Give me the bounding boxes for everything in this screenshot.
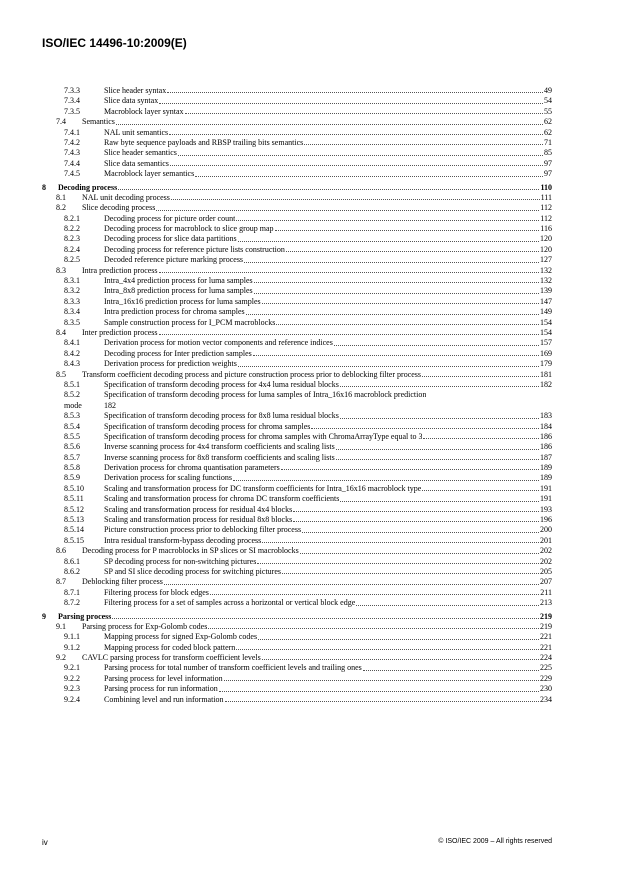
dot-leader: [311, 428, 539, 429]
toc-entry-number: 8.3.3: [64, 296, 80, 306]
toc-entry[interactable]: [42, 632, 552, 642]
toc-entry-number: 8.5.3: [64, 411, 80, 421]
toc-entry-title: Slice data semantics: [104, 158, 169, 168]
toc-entry-page: 120: [540, 234, 552, 244]
toc-entry-title: Intra_4x4 prediction process for luma samples: [104, 276, 253, 286]
page-number: iv: [42, 838, 48, 847]
toc-entry-title: Combining level and run information: [104, 694, 224, 704]
toc-entry-number: 8.2: [56, 203, 66, 213]
toc-entry[interactable]: [42, 214, 552, 224]
toc-entry-title: Decoding process: [58, 182, 118, 192]
toc-entry-page: 189: [540, 473, 552, 483]
toc-entry[interactable]: [42, 86, 552, 96]
toc-entry-number: 7.3.4: [64, 96, 80, 106]
toc-entry-number: 8.5.12: [64, 504, 84, 514]
dot-leader: [340, 418, 539, 419]
toc-entry-title: Specification of transform decoding process for chroma samples with ChromaArrayType equal to 3: [104, 431, 423, 441]
toc-entry-number: 9.2.2: [64, 673, 80, 683]
toc-entry[interactable]: [42, 370, 552, 380]
toc-entry-title: Scaling and transformation process for residual 4x4 blocks: [104, 504, 293, 514]
toc-entry-title: Slice header semantics: [104, 148, 177, 158]
toc-entry[interactable]: [42, 567, 552, 577]
toc-entry-page: 186: [540, 442, 552, 452]
toc-entry[interactable]: [42, 422, 552, 432]
toc-entry[interactable]: [42, 359, 552, 369]
toc-entry-number: 8.4.1: [64, 338, 80, 348]
toc-entry[interactable]: [42, 663, 552, 673]
toc-entry[interactable]: [42, 390, 552, 411]
toc-entry[interactable]: [42, 234, 552, 244]
toc-entry-number: 8.7.1: [64, 587, 80, 597]
dot-leader: [423, 438, 539, 439]
toc-entry[interactable]: [42, 148, 552, 158]
toc-entry-page: 187: [540, 452, 552, 462]
toc-entry[interactable]: [42, 169, 552, 179]
dot-leader: [156, 210, 539, 211]
toc-entry-number: 8.5.7: [64, 452, 80, 462]
toc-entry-page: 71: [544, 137, 552, 147]
toc-entry-number: 8.5.10: [64, 483, 84, 493]
dot-leader: [282, 573, 539, 574]
toc-entry-page: 97: [544, 169, 552, 179]
toc-entry-title: Derivation process for prediction weights: [104, 359, 237, 369]
toc-entry-number: 8.4.2: [64, 348, 80, 358]
dot-leader: [208, 628, 539, 629]
toc-entry-number: 8.5.9: [64, 473, 80, 483]
dot-leader: [224, 680, 539, 681]
toc-entry-title: Specification of transform decoding process for 8x8 luma residual blocks: [104, 411, 339, 421]
toc-entry-title: Inverse scanning process for 8x8 transform coefficients and scaling lists: [104, 452, 335, 462]
toc-entry-page: 200: [540, 525, 552, 535]
toc-entry-page: 193: [540, 504, 552, 514]
toc-entry-title: Intra_16x16 prediction process for luma samples: [104, 296, 261, 306]
toc-entry-number: 9.1.1: [64, 632, 80, 642]
dot-leader: [293, 521, 539, 522]
toc-entry-page: 184: [540, 421, 552, 431]
dot-leader: [210, 594, 539, 595]
toc-entry-title: Intra residual transform-bypass decoding process: [104, 535, 262, 545]
dot-leader: [340, 501, 539, 502]
toc-entry[interactable]: [42, 224, 552, 234]
toc-entry[interactable]: [42, 328, 552, 338]
toc-entry-title: Slice data syntax: [104, 96, 159, 106]
toc-entry[interactable]: [42, 380, 552, 390]
toc-entry-title: Slice header syntax: [104, 86, 167, 95]
toc-entry-number: 8.7: [56, 577, 66, 587]
dot-leader: [246, 314, 539, 315]
toc-entry[interactable]: [42, 96, 552, 106]
toc-entry-page: 97: [544, 158, 552, 168]
toc-entry-page: 169: [540, 348, 552, 358]
toc-entry-number: 7.3.5: [64, 106, 80, 116]
toc-entry-number: 8.3.5: [64, 317, 80, 327]
toc-entry-title: Raw byte sequence payloads and RBSP trailing bits semantics: [104, 137, 304, 147]
dot-leader: [159, 103, 543, 104]
dot-leader: [169, 134, 543, 135]
toc-entry[interactable]: [42, 505, 552, 515]
toc-entry[interactable]: [42, 432, 552, 442]
dot-leader: [340, 386, 539, 387]
toc-entry-title: Slice decoding process: [82, 203, 156, 213]
dot-leader: [254, 282, 539, 283]
toc-entry-page: 229: [540, 673, 552, 683]
toc-entry-page: 221: [540, 632, 552, 642]
dot-leader: [167, 92, 543, 93]
toc-entry-page: 127: [540, 255, 552, 265]
toc-entry-title: Mapping process for coded block pattern: [104, 642, 236, 652]
dot-leader: [254, 293, 539, 294]
toc-entry-page: 157: [540, 338, 552, 348]
toc-entry[interactable]: [42, 349, 552, 359]
dot-leader: [171, 199, 540, 200]
toc-entry-page: 49: [544, 86, 552, 95]
toc-entry-page: 132: [540, 265, 552, 275]
toc-entry-title: Parsing process: [58, 611, 112, 621]
toc-entry-page: 219: [540, 611, 552, 621]
toc-entry-number: 8.2.1: [64, 213, 80, 223]
toc-entry-number: 9.2.3: [64, 684, 80, 694]
toc-entry-page: 234: [540, 694, 552, 704]
toc-entry-title: NAL unit decoding process: [82, 192, 170, 202]
dot-leader: [356, 605, 539, 606]
dot-leader: [253, 355, 539, 356]
dot-leader: [286, 251, 539, 252]
toc-entry-page: 55: [544, 106, 552, 116]
toc-entry-number: 8.5.6: [64, 442, 80, 452]
toc-entry-page: 191: [540, 483, 552, 493]
toc-entry[interactable]: [42, 684, 552, 694]
toc-entry-title: Specification of transform decoding process for luma samples of Intra_16x16 macroblock prediction: [104, 390, 427, 400]
toc-entry-page: 183: [540, 411, 552, 421]
toc-entry-page: 225: [540, 663, 552, 673]
toc-entry-page: 147: [540, 296, 552, 306]
toc-entry-number: 9.2.1: [64, 663, 80, 673]
toc-entry-page: 191: [540, 494, 552, 504]
toc-entry-page: 181: [540, 369, 552, 379]
dot-leader: [112, 618, 539, 619]
toc-entry-number: 8.5.5: [64, 431, 80, 441]
toc-entry-title: Scaling and transformation process for DC transform coefficients for Intra_16x16 macroblock type: [104, 483, 422, 493]
toc-entry-title: Decoding process for macroblock to slice group map: [104, 224, 274, 234]
toc-entry[interactable]: [42, 318, 552, 328]
toc-entry-title: SP and SI slice decoding process for switching pictures: [104, 566, 282, 576]
toc-entry-page: 213: [540, 598, 552, 608]
toc-entry-title: Decoded reference picture marking process: [104, 255, 244, 265]
toc-entry[interactable]: [42, 138, 552, 148]
dot-leader: [336, 449, 539, 450]
toc-entry-number: 8.6: [56, 546, 66, 556]
toc-entry[interactable]: [42, 245, 552, 255]
toc-entry-number: 8.4: [56, 327, 66, 337]
dot-leader: [281, 469, 539, 470]
toc-entry-title: Decoding process for P macroblocks in SP slices or SI macroblocks: [82, 546, 299, 556]
toc-entry-title: Decoding process for Inter prediction samples: [104, 348, 252, 358]
toc-entry-number: 7.4.5: [64, 169, 80, 179]
dot-leader: [236, 649, 539, 650]
toc-entry-page: 85: [544, 148, 552, 158]
dot-leader: [116, 124, 543, 125]
dot-leader: [304, 144, 543, 145]
toc-entry-title: Inter prediction process: [82, 327, 158, 337]
toc-entry-number: 8.3.4: [64, 307, 80, 317]
dot-leader: [262, 659, 539, 660]
table-of-contents: [42, 86, 552, 705]
toc-entry-page: 182: [104, 400, 116, 410]
toc-entry-number: 9.1.2: [64, 642, 80, 652]
dot-leader: [363, 670, 539, 671]
toc-entry-title: Derivation process for motion vector components and reference indices: [104, 338, 333, 348]
toc-entry-title: Inverse scanning process for 4x4 transform coefficients and scaling lists: [104, 442, 335, 452]
toc-entry-page: 112: [540, 203, 552, 213]
toc-entry[interactable]: [42, 411, 552, 421]
toc-entry-title: Parsing process for total number of transform coefficient levels and trailing ones: [104, 663, 362, 673]
toc-entry-number: 7.4.4: [64, 158, 80, 168]
toc-entry-number: 7.4: [56, 117, 66, 127]
toc-entry[interactable]: [42, 453, 552, 463]
toc-entry-page: 211: [540, 587, 552, 597]
toc-entry-page: 154: [540, 317, 552, 327]
toc-entry-number: 8.2.3: [64, 234, 80, 244]
toc-entry-number: 8.6.2: [64, 566, 80, 576]
toc-entry-page: 201: [540, 535, 552, 545]
toc-entry[interactable]: [42, 203, 552, 213]
toc-entry-title: Transform coefficient decoding process and picture construction process prior to deblocking filter process: [82, 369, 422, 379]
toc-entry-number: 8.2.4: [64, 244, 80, 254]
toc-entry-page: 149: [540, 307, 552, 317]
toc-entry-number: 8.3: [56, 265, 66, 275]
toc-entry-title: Mapping process for signed Exp-Golomb codes: [104, 632, 258, 642]
toc-entry-page: 116: [540, 224, 552, 234]
toc-entry-number: 8.5.4: [64, 421, 80, 431]
toc-entry[interactable]: [42, 463, 552, 473]
toc-entry[interactable]: [42, 612, 552, 622]
toc-entry[interactable]: [42, 286, 552, 296]
toc-entry-title: Decoding process for slice data partitions: [104, 234, 237, 244]
toc-entry-number: 9.2: [56, 653, 66, 663]
dot-leader: [219, 691, 539, 692]
toc-entry[interactable]: [42, 117, 552, 127]
toc-entry[interactable]: [42, 107, 552, 117]
toc-entry-title: CAVLC parsing process for transform coefficient levels: [82, 653, 261, 663]
toc-entry-number: 8.2.5: [64, 255, 80, 265]
toc-entry-number: 9: [42, 611, 46, 621]
toc-entry-title: Derivation process for scaling functions: [104, 473, 232, 483]
dot-leader: [170, 165, 543, 166]
toc-entry-number: 8.2.2: [64, 224, 80, 234]
toc-entry-page: 139: [540, 286, 552, 296]
toc-entry[interactable]: [42, 577, 552, 587]
toc-entry-number: 7.4.2: [64, 137, 80, 147]
toc-entry[interactable]: [42, 674, 552, 684]
toc-entry-title: Scaling and transformation process for chroma DC transform coefficients: [104, 494, 340, 504]
toc-entry-page: 202: [540, 546, 552, 556]
toc-entry[interactable]: [42, 494, 552, 504]
toc-entry[interactable]: [42, 159, 552, 169]
toc-entry-number: 8.1: [56, 192, 66, 202]
toc-entry-page: 120: [540, 244, 552, 254]
toc-entry-number: 8.5.14: [64, 525, 84, 535]
toc-entry-title: Intra_8x8 prediction process for luma samples: [104, 286, 253, 296]
toc-entry-title: Parsing process for level information: [104, 673, 223, 683]
toc-entry-page: 207: [540, 577, 552, 587]
toc-entry[interactable]: [42, 128, 552, 138]
toc-entry-title: Intra prediction process for chroma samples: [104, 307, 245, 317]
toc-entry[interactable]: [42, 297, 552, 307]
dot-leader: [159, 272, 539, 273]
toc-entry[interactable]: [42, 643, 552, 653]
toc-entry-title: Macroblock layer syntax: [104, 106, 184, 116]
toc-entry-page: 54: [544, 96, 552, 106]
toc-entry-page: 111: [540, 192, 552, 202]
toc-entry-title: Derivation process for chroma quantisation parameters: [104, 463, 280, 473]
dot-leader: [336, 459, 539, 460]
dot-leader: [185, 113, 543, 114]
toc-entry-number: 7.3.3: [64, 86, 80, 95]
toc-entry-title: Filtering process for block edges: [104, 587, 209, 597]
toc-entry[interactable]: [42, 183, 552, 193]
toc-entry-title: Parsing process for run information: [104, 684, 218, 694]
toc-entry-page: 221: [540, 642, 552, 652]
document-id-header: ISO/IEC 14496-10:2009(E): [42, 36, 187, 50]
toc-entry-title: Parsing process for Exp-Golomb codes: [82, 621, 208, 631]
toc-entry-page: 62: [544, 117, 552, 127]
toc-entry[interactable]: [42, 193, 552, 203]
toc-entry-number: 7.4.3: [64, 148, 80, 158]
dot-leader: [164, 584, 539, 585]
toc-entry-page: 196: [540, 515, 552, 525]
toc-entry-title: Specification of transform decoding process for chroma samples: [104, 421, 311, 431]
toc-entry-number: 8.3.2: [64, 286, 80, 296]
toc-entry[interactable]: [42, 536, 552, 546]
toc-entry-number: 8.5.2: [64, 390, 80, 400]
toc-entry[interactable]: [42, 338, 552, 348]
toc-entry[interactable]: [42, 484, 552, 494]
toc-entry[interactable]: [42, 276, 552, 286]
toc-entry-number: 8: [42, 182, 46, 192]
toc-entry-title: Deblocking filter process: [82, 577, 163, 587]
toc-entry-number: 8.5.1: [64, 379, 80, 389]
toc-entry[interactable]: [42, 546, 552, 556]
toc-entry-page: 219: [540, 621, 552, 631]
dot-leader: [159, 334, 539, 335]
dot-leader: [233, 480, 539, 481]
toc-entry-title: Scaling and transformation process for residual 8x8 blocks: [104, 515, 293, 525]
toc-entry-title: Sample construction process for I_PCM macroblocks: [104, 317, 276, 327]
toc-entry-number: 9.2.4: [64, 694, 80, 704]
toc-entry-page: 132: [540, 276, 552, 286]
toc-entry-title: Macroblock layer semantics: [104, 169, 195, 179]
toc-entry[interactable]: [42, 598, 552, 608]
toc-entry-number: 8.5.13: [64, 515, 84, 525]
toc-entry-page: 205: [540, 566, 552, 576]
toc-entry-title: Decoding process for picture order count: [104, 213, 236, 223]
toc-entry-page: 182: [540, 379, 552, 389]
toc-entry-title: Picture construction process prior to deblocking filter process: [104, 525, 302, 535]
toc-entry-page: 186: [540, 431, 552, 441]
dot-leader: [262, 542, 539, 543]
toc-entry-page: 110: [540, 182, 552, 192]
dot-leader: [293, 511, 539, 512]
toc-entry-number: 8.5.11: [64, 494, 84, 504]
toc-entry-number: 8.7.2: [64, 598, 80, 608]
dot-leader: [257, 563, 539, 564]
toc-entry[interactable]: [42, 588, 552, 598]
toc-entry-number: 8.4.3: [64, 359, 80, 369]
toc-entry[interactable]: [42, 653, 552, 663]
toc-entry[interactable]: [42, 695, 552, 705]
toc-entry-page: 62: [544, 127, 552, 137]
toc-entry-title: Specification of transform decoding process for 4x4 luma residual blocks: [104, 379, 339, 389]
dot-leader: [300, 553, 539, 554]
dot-leader: [178, 155, 543, 156]
toc-entry[interactable]: [42, 515, 552, 525]
toc-entry-number: 8.5.15: [64, 535, 84, 545]
toc-entry-page: 224: [540, 653, 552, 663]
dot-leader: [262, 303, 539, 304]
copyright-notice: © ISO/IEC 2009 – All rights reserved: [438, 838, 552, 845]
toc-entry-page: 230: [540, 684, 552, 694]
dot-leader: [275, 230, 540, 231]
dot-leader: [238, 366, 539, 367]
toc-entry-page: 112: [540, 213, 552, 223]
dot-leader: [244, 262, 539, 263]
dot-leader: [422, 376, 539, 377]
toc-entry-title: Intra prediction process: [82, 265, 158, 275]
dot-leader: [225, 701, 539, 702]
toc-entry[interactable]: [42, 473, 552, 483]
toc-entry-page: 154: [540, 327, 552, 337]
dot-leader: [334, 345, 539, 346]
toc-entry[interactable]: [42, 266, 552, 276]
toc-entry-title: NAL unit semantics: [104, 127, 169, 137]
toc-entry-number: 8.3.1: [64, 276, 80, 286]
dot-leader: [302, 532, 539, 533]
toc-entry-title: SP decoding process for non-switching pictures: [104, 556, 257, 566]
toc-entry-page: 179: [540, 359, 552, 369]
toc-entry-page: 202: [540, 556, 552, 566]
toc-entry[interactable]: [42, 622, 552, 632]
toc-entry[interactable]: [42, 557, 552, 567]
toc-entry-number: 8.5.8: [64, 463, 80, 473]
toc-entry-title-continuation: mode: [64, 400, 82, 410]
dot-leader: [276, 324, 539, 325]
toc-entry-number: 8.5: [56, 369, 66, 379]
toc-entry[interactable]: [42, 525, 552, 535]
toc-entry-page: 189: [540, 463, 552, 473]
dot-leader: [422, 490, 539, 491]
dot-leader: [258, 639, 539, 640]
dot-leader: [236, 220, 539, 221]
toc-entry[interactable]: [42, 255, 552, 265]
toc-entry[interactable]: [42, 442, 552, 452]
toc-entry-number: 9.1: [56, 621, 66, 631]
dot-leader: [195, 176, 543, 177]
dot-leader: [118, 189, 539, 190]
toc-entry-number: 7.4.1: [64, 127, 80, 137]
dot-leader: [238, 241, 539, 242]
toc-entry-title: Semantics: [82, 117, 115, 127]
toc-entry-title: Filtering process for a set of samples across a horizontal or vertical block edge: [104, 598, 356, 608]
toc-entry-title: Decoding process for reference picture lists construction: [104, 244, 285, 254]
toc-entry-number: 8.6.1: [64, 556, 80, 566]
toc-entry[interactable]: [42, 307, 552, 317]
